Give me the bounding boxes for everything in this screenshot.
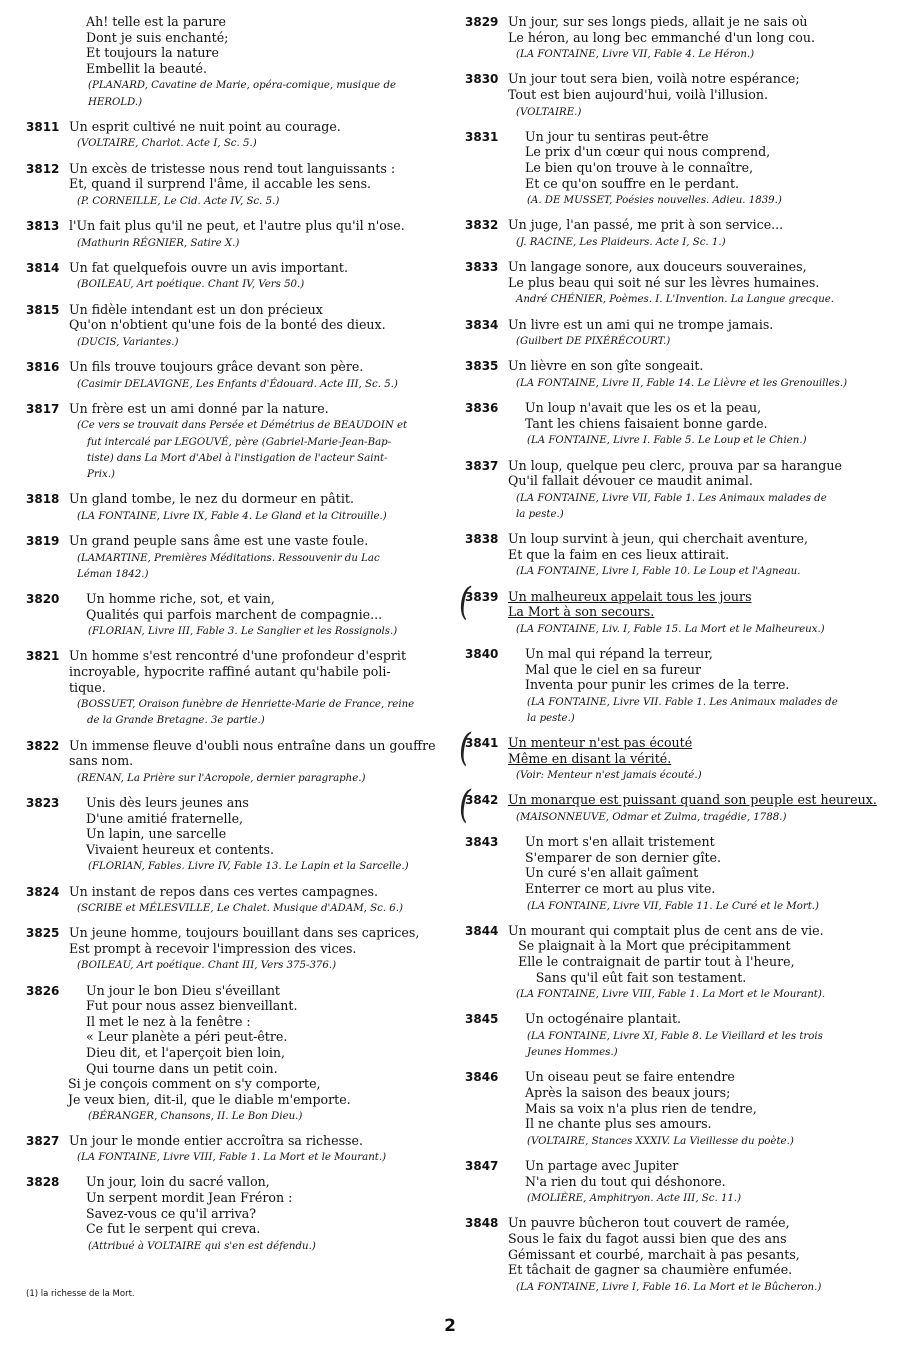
quote-line: Un monarque est puissant quand son peuple est heureux.	[508, 792, 877, 808]
quote-line: Un juge, l'an passé, me prit à son service...	[508, 217, 784, 233]
quote-entry-3816	[26, 359, 432, 391]
quote-entry-3841	[455, 723, 877, 782]
quote-line: Tant les chiens faisaient bonne garde.	[525, 415, 768, 431]
quote-entry-3839	[455, 577, 877, 636]
quote-line: « Leur planète a péri peut-être.	[86, 1029, 288, 1045]
quote-body	[508, 923, 877, 1002]
quote-source: la peste.)	[516, 508, 564, 520]
quote-line: Un langage sonore, aux douceurs souveraines,	[508, 259, 807, 275]
quote-line: Et tâchait de gagner sa chaumière enfumée.	[508, 1262, 793, 1278]
quote-line: Est prompt à recevoir l'impression des vices.	[69, 940, 357, 956]
quote-line: Même en disant la vérité.	[508, 750, 672, 766]
quote-body	[525, 834, 877, 913]
quote-line: Tout est bien aujourd'hui, voilà l'illusion.	[508, 86, 768, 102]
quote-source: (DUCIS, Variantes.)	[77, 336, 179, 348]
entry-number: 3822	[26, 738, 60, 753]
quote-body	[69, 533, 432, 581]
quote-line: incroyable, hypocrite raffiné autant qu'habile poli-	[69, 663, 391, 679]
quote-entry-3845	[465, 1011, 877, 1059]
quote-line: Je veux bien, dit-il, que le diable m'emporte.	[68, 1091, 351, 1107]
quote-source: (VOLTAIRE, Charlot. Acte I, Sc. 5.)	[77, 138, 257, 150]
entry-number: 3814	[26, 260, 60, 275]
entry-number: 3837	[465, 458, 499, 473]
quote-source: (RENAN, La Prière sur l'Acropole, dernier paragraphe.)	[77, 772, 366, 784]
entry-number: 3832	[465, 218, 499, 233]
entry-number: 3825	[26, 926, 60, 941]
quote-line: Gémissant et courbé, marchait à pas pesants,	[508, 1246, 800, 1262]
quote-body	[69, 491, 432, 523]
quote-body	[508, 71, 877, 118]
quote-source: (LA FONTAINE, Livre XI, Fable 8. Le Vieillard et les trois	[527, 1031, 823, 1043]
entry-number: 3844	[465, 923, 499, 938]
quote-line: Vivaient heureux et contents.	[86, 841, 274, 857]
quote-entry-3822	[26, 737, 436, 785]
quote-entry-3827	[26, 1133, 432, 1165]
quote-line: Un jour le bon Dieu s'éveillant	[86, 982, 280, 998]
entry-number: 3841	[465, 736, 499, 751]
quote-line: Et, quand il surprend l'âme, il accable les sens.	[69, 176, 372, 192]
quote-line: Si je conçois comment on s'y comporte,	[68, 1076, 321, 1092]
footnote: (1) la richesse de la Mort.	[26, 1289, 135, 1299]
quote-line: Un curé s'en allait gaîment	[525, 865, 699, 881]
quote-source: (LA FONTAINE, Livre I, Fable 16. La Mort et le Bûcheron.)	[516, 1281, 822, 1293]
quote-source: (Mathurin RÉGNIER, Satire X.)	[77, 237, 240, 249]
quote-body	[69, 119, 432, 151]
quote-source: (LA FONTAINE, Livre VIII, Fable 1. La Mort et le Mourant).	[516, 989, 826, 1001]
quote-body	[508, 458, 877, 522]
quote-line: Le bien qu'on trouve à le connaître,	[525, 159, 754, 175]
quote-line: Un immense fleuve d'oubli nous entraîne dans un gouffre	[69, 737, 436, 753]
quote-line: Ah! telle est la parure	[86, 14, 226, 29]
quote-line: Le plus beau qui soit né sur les lèvres humaines.	[508, 274, 820, 290]
quote-source: Léman 1842.)	[77, 568, 149, 580]
entry-number: 3839	[465, 589, 499, 604]
quote-body	[86, 795, 432, 874]
quote-source: (LA FONTAINE, Livre VII. Fable 1. Les Animaux malades de	[527, 696, 838, 708]
quote-source: de la Grande Bretagne. 3e partie.)	[87, 715, 265, 727]
entry-number: 3833	[465, 260, 499, 275]
quote-line: Un malheureux appelait tous les jours	[508, 588, 752, 604]
quote-body	[508, 317, 877, 349]
quote-source: (Ce vers se trouvait dans Persée et Démétrius de BEAUDOIN et	[77, 420, 408, 432]
quote-body	[69, 302, 432, 349]
quote-entry-3848	[465, 1215, 877, 1294]
quote-line: Un octogénaire plantait.	[525, 1011, 682, 1027]
quote-line: Sans qu'il eût fait son testament.	[535, 969, 747, 985]
entry-number: 3827	[26, 1133, 60, 1148]
quote-body	[508, 792, 877, 824]
quote-body	[69, 359, 432, 391]
quote-source: (LA FONTAINE, Livre VII, Fable 4. Le Héron.)	[516, 49, 755, 61]
quote-entry-3833	[465, 259, 877, 306]
quote-line: Qui tourne dans un petit coin.	[86, 1060, 278, 1076]
quote-source: (LA FONTAINE, Livre VII, Fable 11. Le Curé et le Mort.)	[527, 900, 820, 912]
quote-line: Un lapin, une sarcelle	[86, 826, 227, 842]
left-column	[26, 14, 436, 1263]
quote-entry-3835	[465, 358, 877, 390]
quote-line: Un fidèle intendant est un don précieux	[69, 301, 323, 317]
quote-source: (LA FONTAINE, Liv. I, Fable 15. La Mort et le Malheureux.)	[516, 623, 825, 635]
quote-line: Un excès de tristesse nous rend tout languissants :	[69, 160, 396, 176]
quote-line: Un lièvre en son gîte songeait.	[508, 358, 704, 374]
entry-number: 3835	[465, 359, 499, 374]
quote-entry-3817	[26, 401, 432, 481]
quote-line: Se plaignait à la Mort que précipitamment	[518, 938, 791, 954]
quote-source: (LA FONTAINE, Livre VIII, Fable 1. La Mort et le Mourant.)	[77, 1152, 387, 1164]
entry-number: 3824	[26, 884, 60, 899]
quote-source: (LA FONTAINE, Livre II, Fable 14. Le Lièvre et les Grenouilles.)	[516, 377, 848, 389]
quote-body	[508, 259, 877, 306]
quote-line: Le héron, au long bec emmanché d'un long cou.	[508, 29, 815, 45]
quote-source: (BÉRANGER, Chansons, II. Le Bon Dieu.)	[88, 1111, 303, 1123]
quote-body	[86, 591, 432, 638]
quote-body	[69, 648, 432, 727]
quote-entry-3821	[26, 648, 432, 727]
quote-body	[508, 531, 877, 578]
quote-line: Un homme riche, sot, et vain,	[86, 590, 275, 606]
quote-entry-3813	[26, 218, 432, 250]
quote-source: (P. CORNEILLE, Le Cid. Acte IV, Sc. 5.)	[77, 195, 280, 207]
quote-line: Un pauvre bûcheron tout couvert de ramée,	[508, 1215, 790, 1231]
quote-line: Un oiseau peut se faire entendre	[525, 1069, 735, 1085]
quote-line: Mal que le ciel en sa fureur	[525, 661, 702, 677]
quote-line: Un jour le monde entier accroîtra sa richesse.	[69, 1132, 363, 1148]
quote-entry-3824	[26, 884, 432, 916]
entry-number: 3811	[26, 119, 60, 134]
quote-body	[525, 646, 877, 725]
quote-source: (BOILEAU, Art poétique. Chant IV, Vers 50.)	[77, 279, 305, 291]
quote-line: Il met le nez à la fenêtre :	[86, 1013, 251, 1029]
quote-source: Prix.)	[87, 468, 115, 480]
quote-source: (VOLTAIRE.)	[516, 106, 582, 118]
entry-number: 3816	[26, 359, 60, 374]
quote-line: Ce fut le serpent qui creva.	[86, 1221, 261, 1237]
quote-entry-3812	[26, 161, 432, 208]
entry-number: 3843	[465, 835, 499, 850]
quote-source: (A. DE MUSSET, Poésies nouvelles. Adieu. 1839.)	[527, 195, 782, 207]
quote-line: Qu'on n'obtient qu'une fois de la bonté des dieux.	[69, 317, 386, 333]
quote-entry-3811	[26, 119, 432, 151]
quote-body	[68, 982, 432, 1124]
right-column	[455, 14, 877, 1304]
handwritten-margin-mark: (	[455, 781, 475, 829]
quote-line: Et ce qu'on souffre en le perdant.	[525, 175, 740, 191]
quote-entry-3830	[465, 71, 877, 118]
quote-line: Elle le contraignait de partir tout à l'heure,	[518, 954, 795, 970]
quote-line: N'a rien du tout qui déshonore.	[525, 1173, 726, 1189]
quote-line: Un gland tombe, le nez du dormeur en pâtit.	[69, 491, 354, 507]
quote-entry-3844	[465, 923, 877, 1002]
quote-body	[508, 1215, 877, 1294]
entry-number: 3842	[465, 793, 499, 808]
entry-number: 3820	[26, 591, 60, 606]
quote-line: Le prix d'un cœur qui nous comprend,	[525, 144, 771, 160]
quote-line: Un jour, loin du sacré vallon,	[86, 1174, 270, 1190]
quote-source: Jeunes Hommes.)	[527, 1047, 618, 1059]
quote-line: Embellit la beauté.	[86, 60, 207, 76]
quote-line: l'Un fait plus qu'il ne peut, et l'autre plus qu'il n'ose.	[69, 217, 405, 233]
quote-source: (LA FONTAINE, Livre I, Fable 10. Le Loup et l'Agneau.	[516, 566, 801, 578]
entry-number: 3817	[26, 401, 60, 416]
entry-number: 3834	[465, 317, 499, 332]
quote-body	[69, 260, 432, 292]
entry-number: 3812	[26, 161, 60, 176]
handwritten-margin-mark: (	[455, 723, 475, 772]
quote-body	[508, 217, 877, 249]
quote-source: fut intercalé par LEGOUVÉ, père (Gabriel-Marie-Jean-Bap-	[87, 436, 392, 448]
quote-source: la peste.)	[527, 712, 575, 724]
quote-source: (BOSSUET, Oraison funèbre de Henriette-Marie de France, reine	[77, 699, 415, 711]
quote-entry-3842	[455, 781, 877, 829]
quote-body	[69, 737, 436, 785]
quote-line: Un jour, sur ses longs pieds, allait je ne sais où	[508, 14, 808, 29]
quote-source: (J. RACINE, Les Plaideurs. Acte I, Sc. 1.)	[516, 236, 726, 248]
quote-source: (SCRIBE et MÉLESVILLE, Le Chalet. Musique d'ADAM, Sc. 6.)	[77, 903, 403, 915]
quote-entry-3815	[26, 302, 432, 349]
quote-line: D'une amitié fraternelle,	[86, 810, 244, 826]
quote-line: Sous le faix du fagot aussi bien que des ans	[508, 1231, 787, 1246]
entry-number: 3821	[26, 649, 60, 664]
quote-line: S'emparer de son dernier gîte.	[525, 849, 721, 865]
quote-line: Un mal qui répand la terreur,	[525, 645, 713, 661]
quote-line: Un jeune homme, toujours bouillant dans ses caprices,	[69, 925, 420, 941]
quote-entry-3819	[26, 533, 432, 581]
entry-number: 3840	[465, 646, 499, 661]
quote-line: Un fils trouve toujours grâce devant son père.	[69, 358, 364, 374]
quote-entry-3843	[465, 834, 877, 913]
entry-number: 3829	[465, 15, 499, 29]
quote-entry-3840	[465, 646, 877, 725]
entry-number: 3826	[26, 983, 60, 998]
quote-source: (Attribué à VOLTAIRE qui s'en est défendu.)	[88, 1240, 316, 1252]
quote-body	[69, 401, 432, 481]
quote-line: Un frère est un ami donné par la nature.	[69, 400, 329, 416]
quote-entry-3828	[26, 1174, 432, 1253]
quote-body	[508, 14, 877, 61]
entry-number: 3830	[465, 72, 499, 87]
quote-entry-3836	[465, 400, 877, 447]
quote-body	[525, 1069, 877, 1148]
quote-source: André CHÉNIER, Poèmes. I. L'Invention. La Langue grecque.	[516, 294, 835, 306]
quote-source: (LA FONTAINE, Livre IX, Fable 4. Le Gland et la Citrouille.)	[77, 510, 387, 522]
quote-body	[525, 400, 877, 447]
entry-number: 3838	[465, 532, 499, 547]
quote-source: HEROLD.)	[88, 96, 143, 108]
quote-source: (FLORIAN, Livre III, Fable 3. Le Sanglier et les Rossignols.)	[88, 626, 398, 638]
quote-body	[508, 735, 877, 782]
quote-line: Un esprit cultivé ne nuit point au courage.	[69, 118, 341, 134]
quote-entry-3838	[465, 531, 877, 578]
quote-source: (MAISONNEUVE, Odmar et Zulma, tragédie, 1788.)	[516, 812, 787, 824]
quote-line: Dieu dit, et l'aperçoit bien loin,	[86, 1045, 286, 1061]
quote-line: Un livre est un ami qui ne trompe jamais.	[508, 316, 774, 332]
quote-line: Un serpent mordit Jean Fréron :	[86, 1190, 293, 1206]
quote-source: (Casimir DELAVIGNE, Les Enfants d'Édouard. Acte III, Sc. 5.)	[77, 378, 398, 390]
quote-line: Inventa pour punir les crimes de la terre.	[525, 677, 790, 693]
entry-number: 3847	[465, 1159, 499, 1174]
quote-body	[69, 218, 432, 250]
quote-source: (LA FONTAINE, Livre VII, Fable 1. Les Animaux malades de	[516, 492, 827, 504]
quote-entry-3820	[26, 591, 432, 638]
quote-line: Un instant de repos dans ces vertes campagnes.	[69, 883, 379, 899]
quote-line: Un fat quelquefois ouvre un avis important.	[69, 259, 348, 275]
page-number: 2	[444, 1316, 456, 1336]
quote-entry-3831	[465, 129, 877, 208]
quote-entry-3825	[26, 925, 432, 972]
quote-source: tiste) dans La Mort d'Abel à l'instigation de l'acteur Saint-	[87, 452, 388, 464]
quote-line: Un jour tu sentiras peut-être	[525, 128, 709, 144]
handwritten-margin-mark: (	[455, 577, 475, 625]
quote-source: (MOLIÈRE, Amphitryon. Acte III, Sc. 11.)	[527, 1193, 742, 1205]
quote-line: Savez-vous ce qu'il arriva?	[86, 1205, 257, 1221]
entry-number: 3846	[465, 1070, 499, 1085]
quote-line: Mais sa voix n'a plus rien de tendre,	[525, 1100, 757, 1116]
quote-line: Enterrer ce mort au plus vite.	[525, 881, 716, 897]
quote-line: Un mourant qui comptait plus de cent ans de vie.	[508, 922, 824, 938]
quote-body	[525, 1011, 877, 1059]
entry-number: 3823	[26, 795, 60, 810]
quote-line: Qu'il fallait dévouer ce maudit animal.	[508, 473, 753, 489]
quote-entry-3818	[26, 491, 432, 523]
quote-body	[69, 1133, 432, 1165]
entry-number: 3818	[26, 492, 60, 507]
quote-entry-3826	[26, 983, 432, 1124]
entry-number: 3815	[26, 302, 60, 317]
quote-line: Un mort s'en allait tristement	[525, 834, 715, 850]
quote-line: Un grand peuple sans âme est une vaste foule.	[69, 532, 369, 548]
quote-entry-3829	[465, 14, 877, 61]
quote-body	[508, 589, 877, 636]
quote-line: Dont je suis enchanté;	[86, 29, 229, 45]
quote-body	[86, 1174, 432, 1253]
quote-body	[69, 161, 432, 208]
entry-number: 3845	[465, 1012, 499, 1027]
entry-number: 3848	[465, 1216, 499, 1231]
quote-source: (PLANARD, Cavatine de Marie, opéra-comique, musique de	[88, 80, 397, 92]
quote-line: Fut pour nous assez bienveillant.	[86, 998, 298, 1014]
quote-line: Unis dès leurs jeunes ans	[86, 794, 249, 810]
quote-line: Un loup, quelque peu clerc, prouva par sa harangue	[508, 457, 842, 473]
quote-line: Après la saison des beaux jours;	[525, 1085, 731, 1101]
quote-body	[69, 925, 432, 972]
entry-number: 3828	[26, 1175, 60, 1190]
entry-number: 3836	[465, 401, 499, 416]
quote-source: (Guilbert DE PIXÉRÉCOURT.)	[516, 336, 671, 348]
quote-line: sans nom.	[69, 753, 134, 769]
quote-body	[86, 14, 432, 109]
quote-source: (LAMARTINE, Premières Méditations. Ressouvenir du Lac	[77, 552, 380, 564]
quote-line: Et toujours la nature	[86, 45, 219, 61]
quote-source: (BOILEAU, Art poétique. Chant III, Vers 375-376.)	[77, 960, 337, 972]
quote-line: tique.	[69, 679, 106, 695]
quote-source: (VOLTAIRE, Stances XXXIV. La Vieillesse du poète.)	[527, 1135, 794, 1147]
quote-source: (FLORIAN, Fables. Livre IV, Fable 13. Le Lapin et la Sarcelle.)	[88, 861, 409, 873]
quote-line: Un menteur n'est pas écouté	[508, 735, 693, 751]
quote-source: (LA FONTAINE, Livre I. Fable 5. Le Loup et le Chien.)	[527, 435, 807, 447]
entry-number: 3831	[465, 129, 499, 144]
quote-entry-3832	[465, 217, 877, 249]
quote-body	[69, 884, 432, 916]
quote-entry-3847	[465, 1158, 877, 1205]
quote-body	[525, 1158, 877, 1205]
quote-body	[525, 129, 877, 208]
quote-body	[508, 358, 877, 390]
quote-entry-3814	[26, 260, 432, 292]
quote-line: Un jour tout sera bien, voilà notre espérance;	[508, 71, 800, 87]
quote-line: Et que la faim en ces lieux attirait.	[508, 546, 730, 562]
quote-line: Il ne chante plus ses amours.	[525, 1116, 712, 1132]
quote-entry-3837	[465, 458, 877, 522]
quote-source: (Voir: Menteur n'est jamais écouté.)	[516, 770, 702, 782]
quote-entry-continuation	[26, 14, 432, 109]
entry-number: 3813	[26, 218, 60, 233]
entry-number: 3819	[26, 533, 60, 548]
quote-line: Un partage avec Jupiter	[525, 1158, 679, 1174]
quote-entry-3846	[465, 1069, 877, 1148]
quote-line: La Mort à son secours.	[508, 604, 655, 620]
quote-line: Qualités qui parfois marchent de compagnie...	[86, 606, 383, 622]
quote-entry-3834	[465, 317, 877, 349]
quote-line: Un homme s'est rencontré d'une profondeur d'esprit	[69, 648, 407, 664]
quote-line: Un loup survint à jeun, qui cherchait aventure,	[508, 531, 808, 547]
quote-entry-3823	[26, 795, 432, 874]
quote-line: Un loup n'avait que les os et la peau,	[525, 400, 762, 416]
